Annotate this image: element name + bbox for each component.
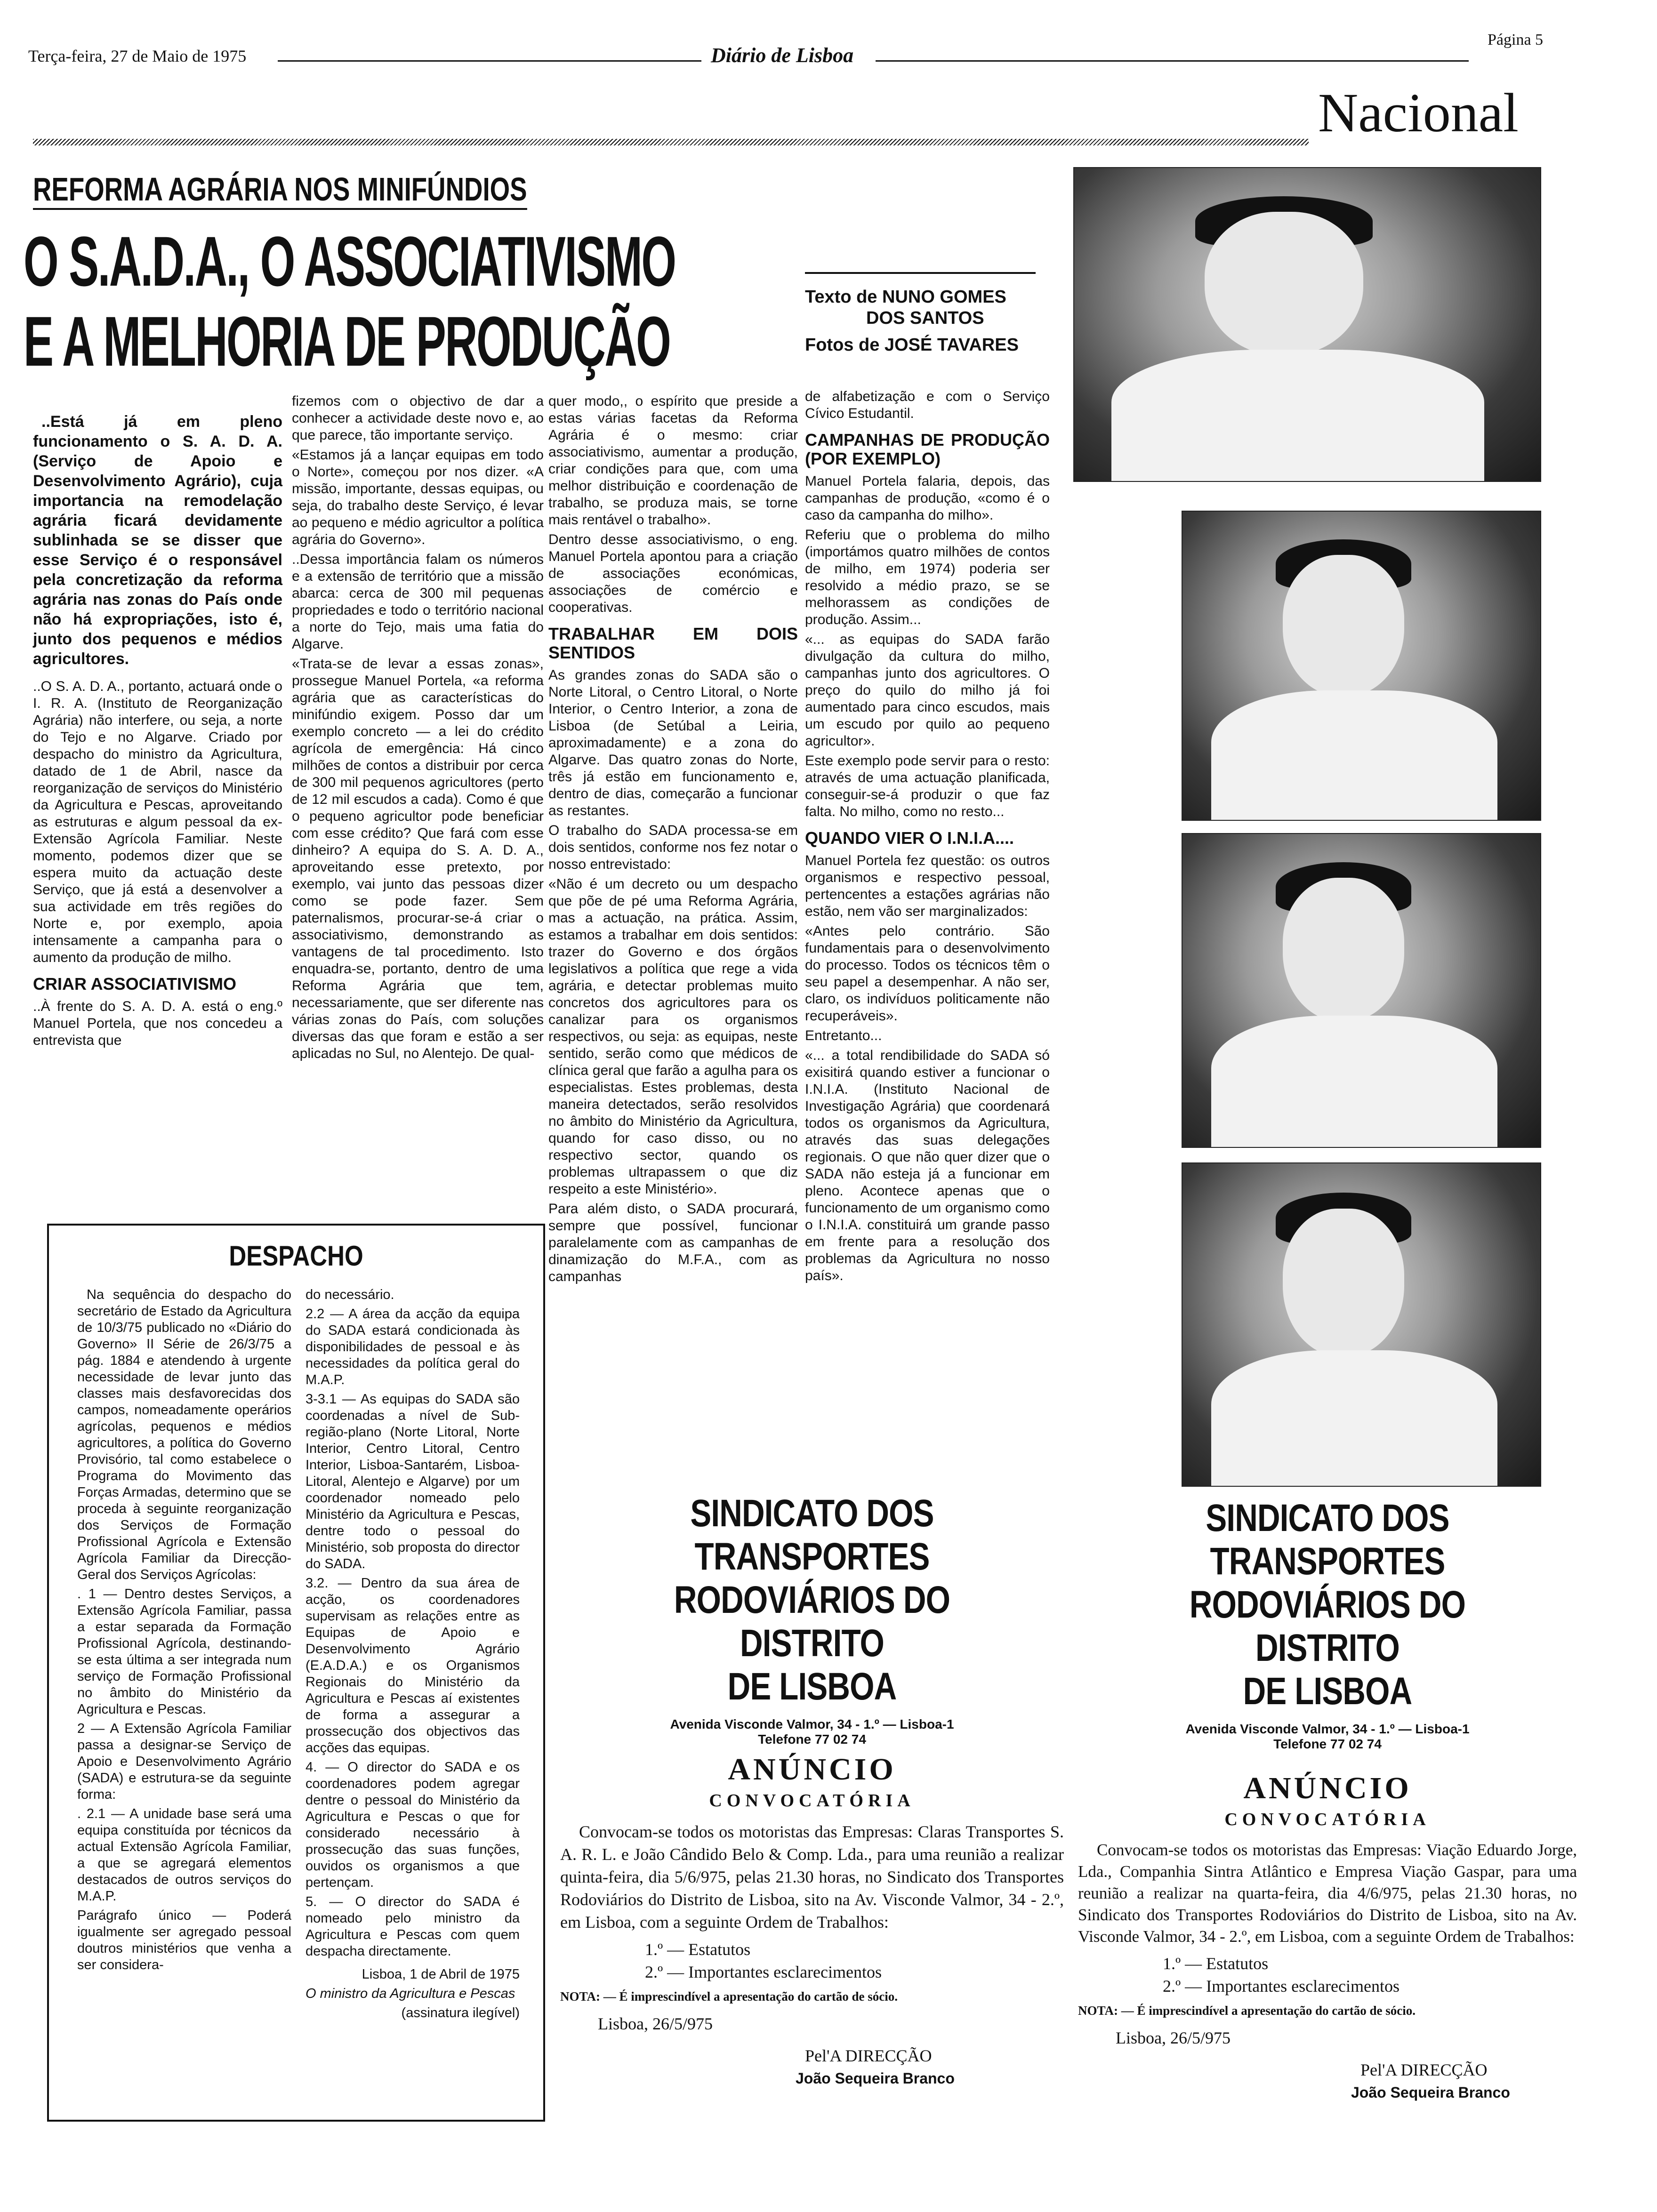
- article-paragraph: «... as equipas do SADA farão divulgação da cultura do milho, campanhas junto dos agricultores. O preço do quilo do milho já foi aumentado para cinco escudos, mais um escudo por quilo ao pequeno agricultor».: [805, 632, 1050, 749]
- despacho-signer: O ministro da Agricultura e Pescas: [306, 1986, 515, 2001]
- article-paragraph: «... a total rendibilidade do SADA só exisitirá quando estiver a funcionar o I.N.I.A. (Instituto Nacional de Investigação Agrária) que coordenará todos os organismos da Agricultura, através das suas delegações regionais. O que não quer dizer que o SADA não esteja já a funcionar em pleno. Acontece apenas que o funcionamento de um organismo como o I.N.I.A. constituirá um grande passo em frente para a resolução dos problemas da Agricultura no nosso país».: [805, 1048, 1050, 1283]
- ad-title-line: SINDICATO DOS TRANSPORTES: [1206, 1497, 1449, 1583]
- article-paragraph: Entretanto...: [805, 1028, 882, 1043]
- ad-body: Convocam-se todos os motoristas das Empresas: Viação Eduardo Jorge, Lda., Companhia Sintra Atlântico e Empresa Viação Gaspar, para uma reunião a realizar na quarta-feira, dia 4/6/975, pelas 21.30 horas, no Sindicato dos Transportes Rodoviários do Distrito de Lisboa, sito na Av. Visconde Valmor, 34 - 2.º, em Lisboa, com a seguinte Ordem de Trabalhos:: [1078, 1841, 1577, 1946]
- section-hatch-rule: [33, 139, 1309, 145]
- despacho-signature-note: (assinatura ilegível): [401, 2005, 520, 2020]
- ad-anuncio: ANÚNCIO: [728, 1752, 896, 1787]
- ad-signer: João Sequeira Branco: [796, 2070, 955, 2087]
- byline-text-2: DOS SANTOS: [866, 308, 984, 328]
- article-paragraph: Referiu que o problema do milho (importámos quatro milhões de contos de milho, em 1974) poderia ser resolvido a médio prazo, se se melhorassem as condições de produção. Assim...: [805, 527, 1050, 627]
- photo-interview-1: [1073, 167, 1541, 482]
- article-column-4: [805, 388, 1050, 1287]
- article-paragraph: ..À frente do S. A. D. A. está o eng.º Manuel Portela, que nos concedeu a entrevista que: [33, 999, 282, 1048]
- despacho-title: DESPACHO: [229, 1240, 363, 1272]
- subheading-criar: CRIAR ASSOCIATIVISMO: [33, 974, 237, 994]
- subheading-inia: QUANDO VIER O I.N.I.A....: [805, 828, 1014, 848]
- subheading-trabalhar: TRABALHAR EM DOIS SENTIDOS: [548, 624, 798, 662]
- header-page-number: Página 5: [1488, 31, 1544, 48]
- ad-body: Convocam-se todos os motoristas das Empresas: Claras Transportes S. A. R. L. e João Cândido Belo & Comp. Lda., para uma reunião a realizar quinta-feira, dia 5/6/975, pelas 21.30 horas, no Sindicato dos Transportes Rodoviários do Distrito de Lisboa, sito na Av. Visconde Valmor, 34 - 2.º, em Lisboa, com a seguinte Ordem de Trabalhos:: [560, 1822, 1064, 1931]
- ad-title-line: DE LISBOA: [727, 1665, 897, 1708]
- despacho-column-1: [77, 1287, 291, 1976]
- subheading-campanhas: CAMPANHAS DE PRODUÇÃO (POR EXEMPLO): [805, 430, 1050, 468]
- ad-address: Avenida Visconde Valmor, 34 - 1.º — Lisboa-1: [1185, 1722, 1470, 1736]
- header-masthead: Diário de Lisboa: [711, 44, 854, 67]
- ad-agenda-item: 2.º — Importantes esclarecimentos: [1163, 1977, 1400, 1996]
- article-kicker: REFORMA AGRÁRIA NOS MINIFÚNDIOS: [33, 170, 527, 210]
- ad-convocatoria: CONVOCATÓRIA: [709, 1791, 915, 1811]
- article-headline-line1: O S.A.D.A., O ASSOCIATIVISMO: [24, 222, 676, 301]
- ad-agenda-item: 2.º — Importantes esclarecimentos: [645, 1963, 882, 1981]
- ad-sindicato-1: [560, 1492, 1064, 2141]
- ad-sindicato-2: [1078, 1497, 1577, 2146]
- ad-address: Avenida Visconde Valmor, 34 - 1.º — Lisboa-1: [670, 1717, 954, 1731]
- ad-pel: Pel'A DIRECÇÃO: [1360, 2060, 1488, 2079]
- ad-pel: Pel'A DIRECÇÃO: [805, 2046, 932, 2065]
- photo-interview-2: [1182, 511, 1541, 821]
- article-paragraph: ..O S. A. D. A., portanto, actuará onde o I. R. A. (Instituto de Reorganização Agrária) não interfere, ou seja, a norte do Tejo e no Algarve. Criado por despacho do ministro da Agricultura, datado de 1 de Abril, nasce da reorganização de serviços do Ministério da Agricultura e Pescas, aproveitando as estruturas e algum pessoal da ex-Extensão Agrícola Familiar. Neste momento, podemos dizer que se espera muito da actuação deste Serviço, que já está a desenvolver a sua actividade em três regiões do Norte e, por exemplo, apoia intensamente a campanha para o aumento da produção de milho.: [33, 679, 282, 965]
- article-paragraph: O trabalho do SADA processa-se em dois sentidos, conforme nos fez notar o nosso entrevistado:: [548, 823, 798, 872]
- byline-photos: Fotos de JOSÉ TAVARES: [805, 335, 1019, 355]
- article-paragraph: «Trata-se de levar a essas zonas», prossegue Manuel Portela, «a reforma agrária que as características do minifúndio exigem. Posso dar um exemplo concreto — a lei do crédito agrícola de emergência: Há cinco milhões de contos a distribuir por cerca de 300 mil pequenos agricultores (perto de 12 mil escudos a cada). Como é que o pequeno agricultor pode beneficiar com esse crédito? Que fará com esse dinheiro? A equipa do S. A. D. A., aproveitando esse pretexto, por exemplo, vai junto das pessoas dizer como se pode fazer. Sem paternalismos, procurar-se-á criar o associativismo, demonstrando as vantagens de tal procedimento. Isto enquadra-se, portanto, dentro de uma Reforma Agrária que tem, necessariamente, que ser diferente nas várias zonas do País, com soluções diversas das que foram e estão a ser aplicadas no Sul, no Alentejo. De qual-: [292, 656, 544, 1061]
- despacho-paragraph: . 1 — Dentro destes Serviços, a Extensão Agrícola Familiar, passa a estar separada da Formação Profissional Agrícola, destinando-se esta última a ser integrada num serviço de Formação Profissional no âmbito do Ministério da Agricultura e Pescas.: [77, 1587, 291, 1717]
- article-lead: ..Está já em pleno funcionamento o S. A. D. A. (Serviço de Apoio e Desenvolvimento Agrário), cuja importancia na remodelação agrária ficará devidamente sublinhada se se disser que esse Serviço é o responsável pela concretização da reforma agrária nas zonas do País onde não há expropriações, isto é, junto dos pequenos e médios agricultores.: [33, 413, 282, 668]
- despacho-box: [47, 1224, 545, 2122]
- ad-convocatoria: CONVOCATÓRIA: [1224, 1810, 1431, 1829]
- article-paragraph: «Estamos já a lançar equipas em todo o Norte», começou por nos dizer. «A missão, importante, dessas equipas, ou seja, do trabalho deste Serviço, é levar ao pequeno e médio agricultor a política agrária do Governo».: [292, 447, 544, 547]
- headline-rule: [805, 272, 1036, 274]
- ad-nota: NOTA: — É imprescindível a apresentação do cartão de sócio.: [560, 1989, 898, 2004]
- ad-date: Lisboa, 26/5/975: [1116, 2028, 1231, 2047]
- despacho-column-2: [306, 1287, 520, 2024]
- despacho-paragraph: Parágrafo único — Poderá igualmente ser agregado pessoal doutros ministérios que venha a ser considera-: [77, 1908, 291, 1972]
- photo-interview-4: [1182, 1162, 1541, 1487]
- despacho-paragraph: do necessário.: [306, 1287, 394, 1302]
- despacho-paragraph: 5. — O director do SADA é nomeado pelo ministro da Agricultura e Pescas com quem despacha directamente.: [306, 1894, 520, 1959]
- article-paragraph: Manuel Portela falaria, depois, das campanhas de produção, «como é o caso da campanha do milho».: [805, 473, 1050, 523]
- ad-title-line: DE LISBOA: [1243, 1670, 1412, 1713]
- header-date: Terça-feira, 27 de Maio de 1975: [28, 47, 247, 65]
- ad-phone: Telefone 77 02 74: [1273, 1737, 1382, 1751]
- despacho-date: Lisboa, 1 de Abril de 1975: [362, 1967, 520, 1982]
- ad-date: Lisboa, 26/5/975: [598, 2014, 713, 2033]
- article-column-1: [33, 412, 282, 1052]
- ad-title-line: RODOVIÁRIOS DO DISTRITO: [674, 1579, 950, 1665]
- article-paragraph: «Antes pelo contrário. São fundamentais para o desenvolvimento do processo. Todos os técnicos têm o seu papel a desempenhar. A não ser, claro, os indivíduos politicamente não recuperáveis».: [805, 923, 1050, 1024]
- article-paragraph: «Não é um decreto ou um despacho que põe de pé uma Reforma Agrária, mas a actuação, na prática. Assim, estamos a trabalhar em dois sentidos: trazer do Governo e dos órgãos legislativos a política que rege a vida agrária, e detectar problemas muito concretos dos agricultores para os canalizar para os organismos respectivos, ou seja: as equipas, neste sentido, serão como que médicos de clínica geral que farão a agulha para os especialistas. Estes problemas, desta maneira detectados, serão resolvidos no âmbito do Ministério da Agricultura, quando for caso disso, ou no respectivo sector, quando os problemas ultrapassem o que diz respeito a este Ministério».: [548, 876, 798, 1197]
- article-paragraph: fizemos com o objectivo de dar a conhecer a actividade deste novo e, ao que parece, tão importante serviço.: [292, 393, 544, 443]
- article-paragraph: As grandes zonas do SADA são o Norte Litoral, o Centro Litoral, o Norte Interior, o Centro Interior, a zona de Lisboa (de Setúbal a Leiria, aproximadamente) e a zona do Algarve. Das quatro zonas do Norte, três já estão em funcionamento e, dentro de dias, começarão a funcionar as restantes.: [548, 667, 798, 818]
- despacho-paragraph: Na sequência do despacho do secretário de Estado da Agricultura de 10/3/75 publicado no «Diário do Governo» II Série de 26/3/75 a pág. 1884 e atendendo à urgente necessidade de levar junto das classes mais desfavorecidas dos campos, nomeadamente operários agrícolas, pequenos e médios agricultores, a política do Governo Provisório, tal como estabelece o Programa do Movimento das Forças Armadas, determino que se proceda à seguinte reorganização dos Serviços de Formação Profissional Agrícola e Extensão Agrícola Familiar da Direcção-Geral dos Serviços Agrícolas:: [77, 1287, 291, 1582]
- ad-title-line: RODOVIÁRIOS DO DISTRITO: [1189, 1583, 1466, 1669]
- ad-phone: Telefone 77 02 74: [758, 1732, 866, 1747]
- despacho-paragraph: 2.2 — A área da acção da equipa do SADA estará condicionada às disponibilidades de pessoal e às necessidades da política geral do M.A.P.: [306, 1306, 520, 1387]
- ad-agenda-item: 1.º — Estatutos: [645, 1940, 751, 1959]
- header-rule-left: [278, 60, 701, 62]
- article-paragraph: de alfabetização e com o Serviço Cívico Estudantil.: [805, 389, 1050, 421]
- despacho-paragraph: 3.2. — Dentro da sua área de acção, os coordenadores supervisam as relações entre as Equipas de Apoio e Desenvolvimento Agrário (E.A.D.A.) e os Organismos Regionais do Ministério da Agricultura e Pescas aí existentes de forma a assegurar a prossecução dos objectivos das acções das equipas.: [306, 1576, 520, 1755]
- article-column-3: [548, 393, 798, 1288]
- article-paragraph: Manuel Portela fez questão: os outros organismos e respectivo pessoal, pertencentes a estações agrárias não estão, nem vão ser marginalizados:: [805, 853, 1050, 919]
- ad-anuncio: ANÚNCIO: [1243, 1771, 1412, 1805]
- despacho-paragraph: . 2.1 — A unidade base será uma equipa constituída por técnicos da actual Extensão Agrícola Familiar, a que se agregará elementos destacados de outros serviços do M.A.P.: [77, 1806, 291, 1904]
- article-paragraph: Dentro desse associativismo, o eng. Manuel Portela apontou para a criação de associações económicas, associações de comércio e cooperativas.: [548, 532, 798, 615]
- ad-agenda-item: 1.º — Estatutos: [1163, 1954, 1269, 1973]
- despacho-paragraph: 4. — O director do SADA e os coordenadores podem agregar dentre o pessoal do Ministério da Agricultura e Pescas o que for considerado necessário à prossecução das suas funções, ouvidos os organismos a que pertençam.: [306, 1760, 520, 1890]
- ad-title-line: SINDICATO DOS TRANSPORTES: [690, 1492, 934, 1578]
- article-paragraph: quer modo,, o espírito que preside a estas várias facetas da Reforma Agrária é o mesmo: criar associativismo, aumentar a produção, criar condições para que, com uma melhor distribuição e coordenação de trabalho, se produza mais, se torne mais rentável o trabalho».: [548, 393, 798, 528]
- section-title: Nacional: [1318, 82, 1519, 144]
- article-paragraph: Para além disto, o SADA procurará, sempre que possível, funcionar paralelamente com as campanhas de dinamização do M.F.A., com as campanhas: [548, 1201, 798, 1284]
- header-rule-right: [876, 60, 1469, 62]
- ad-signer: João Sequeira Branco: [1351, 2084, 1510, 2101]
- article-headline-line2: E A MELHORIA DE PRODUÇÃO: [24, 302, 670, 381]
- byline-text: Texto de NUNO GOMES: [805, 287, 1006, 307]
- article-paragraph: Este exemplo pode servir para o resto: através de uma actuação planificada, conseguir-se-á produzir o que faz falta. No milho, como no resto...: [805, 753, 1050, 819]
- despacho-paragraph: 3-3.1 — As equipas do SADA são coordenadas a nível de Sub-região-plano (Norte Litoral, Norte Interior, Centro Litoral, Centro Interior, Lisboa-Santarém, Lisboa-Litoral, Alentejo e Algarve) por um coordenador nomeado pelo Ministério da Agricultura e Pescas, dentre todo o pessoal do Ministério, sob proposta do director do SADA.: [306, 1392, 520, 1571]
- ad-nota: NOTA: — É imprescindível a apresentação do cartão de sócio.: [1078, 2004, 1416, 2018]
- article-paragraph: ..Dessa importância falam os números e a extensão de território que a missão abarca: cerca de 300 mil pequenas propriedades e todo o território nacional a norte do Tejo, mais uma fatia do Algarve.: [292, 552, 544, 652]
- article-column-2: [292, 393, 544, 1065]
- despacho-paragraph: 2 — A Extensão Agrícola Familiar passa a designar-se Serviço de Apoio e Desenvolvimento Agrário (SADA) e estrutura-se da seguinte forma:: [77, 1721, 291, 1802]
- photo-interview-3: [1182, 833, 1541, 1148]
